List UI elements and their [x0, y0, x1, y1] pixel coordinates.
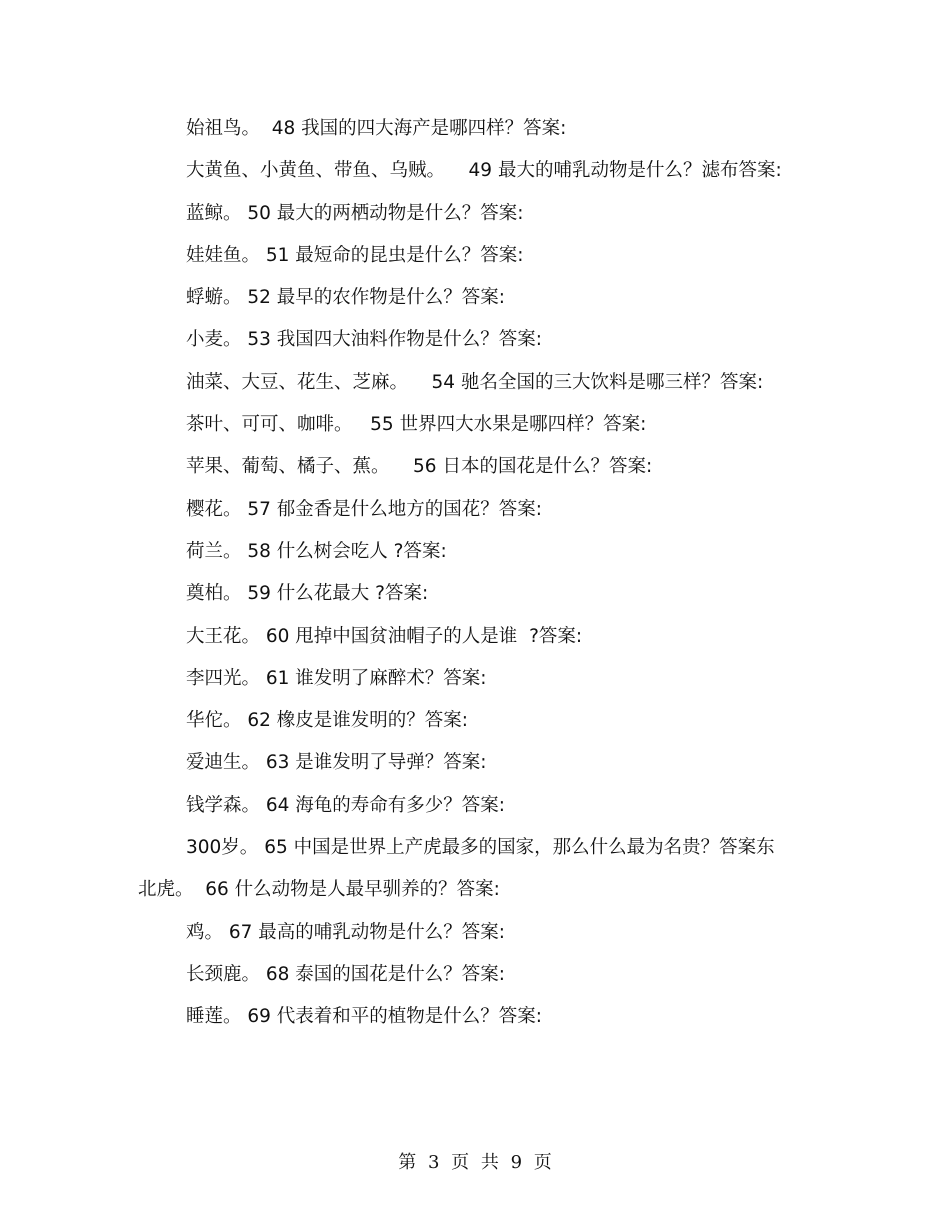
paragraph: 睡莲。 69 代表着和平的植物是什么？答案: [186, 1006, 543, 1028]
paragraph: 始祖鸟。 48 我国的四大海产是哪四样？答案: [186, 118, 567, 139]
paragraph: 苹果、葡萄、橘子、蕉。 56 日本的国花是什么？答案: [186, 456, 653, 478]
paragraph: 大王花。 60 甩掉中国贫油帽子的人是谁 ?答案: [186, 625, 583, 647]
paragraph: 油菜、大豆、花生、芝麻。 54 驰名全国的三大饮料是哪三样？答案: [186, 371, 764, 393]
paragraph: 奠柏。 59 什么花最大 ?答案: [186, 583, 429, 605]
paragraph: 茶叶、可可、咖啡。 55 世界四大水果是哪四样？答案: [186, 414, 647, 436]
paragraph: 华佗。 62 橡皮是谁发明的？答案: [186, 710, 469, 732]
paragraph: 长颈鹿。 68 泰国的国花是什么？答案: [186, 963, 506, 985]
paragraph: 樱花。 57 郁金香是什么地方的国花？答案: [186, 498, 543, 520]
paragraph: 鸡。 67 最高的哺乳动物是什么？答案: [186, 921, 506, 943]
paragraph: 小麦。 53 我国四大油料作物是什么？答案: [186, 329, 543, 351]
page-footer: 第 3 页 共 9 页 [398, 1152, 552, 1173]
paragraph: 大黄鱼、小黄鱼、带鱼、乌贼。 49 最大的哺乳动物是什么？滤布答案: [186, 160, 782, 182]
paragraph: 300岁。 65 中国是世界上产虎最多的国家，那么什么最为名贵？答案东北虎。 66 什么动物是人最早驯养的？答案: [138, 837, 775, 901]
paragraph: 蜉蝣。 52 最早的农作物是什么？答案: [186, 287, 506, 309]
paragraph: 荷兰。 58 什么树会吃人 ?答案: [186, 540, 447, 562]
paragraph: 娃娃鱼。 51 最短命的昆虫是什么？答案: [186, 244, 524, 266]
paragraph: 爱迪生。 63 是谁发明了导弹？答案: [186, 752, 487, 774]
page-body [138, 108, 788, 1039]
paragraph: 蓝鲸。 50 最大的两栖动物是什么？答案: [186, 202, 524, 224]
paragraph: 李四光。 61 谁发明了麻醉术？答案: [186, 667, 487, 689]
paragraph: 钱学森。 64 海龟的寿命有多少？答案: [186, 794, 506, 816]
